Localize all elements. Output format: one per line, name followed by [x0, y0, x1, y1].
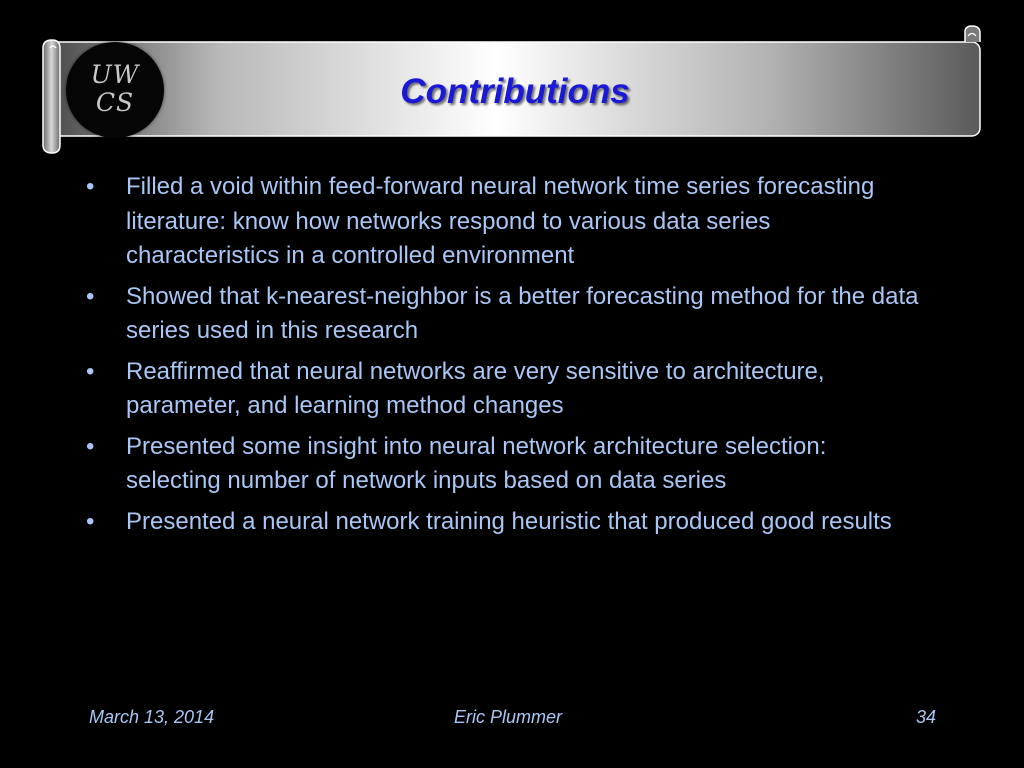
bullet-dot-icon: •	[86, 507, 95, 535]
bullet-dot-icon: •	[86, 432, 95, 460]
footer-page-number: 34	[916, 707, 937, 727]
bullet-text: Showed that k-nearest-neighbor is a better forecasting method for the data series used in this research	[126, 282, 919, 344]
footer-date: March 13, 2014	[89, 707, 215, 727]
uw-cs-logo	[66, 42, 164, 138]
bullet-item	[86, 355, 926, 424]
bullet-list	[86, 170, 926, 545]
bullet-item	[86, 430, 926, 499]
bullet-item	[86, 170, 926, 274]
bullet-text: Reaffirmed that neural networks are very sensitive to architecture, parameter, and learning method changes	[126, 357, 825, 419]
slide-title: Contributions	[400, 72, 630, 111]
logo-text-bottom: CS	[95, 88, 135, 117]
bullet-item	[86, 505, 926, 540]
bullet-dot-icon: •	[86, 173, 95, 200]
bullet-item	[86, 280, 926, 349]
bullet-text: Presented a neural network training heuristic that produced good results	[126, 507, 892, 535]
bullet-dot-icon: •	[86, 357, 95, 385]
logo-text-top: UW	[90, 60, 140, 89]
footer-author: Eric Plummer	[454, 707, 563, 727]
bullet-text: Filled a void within feed-forward neural network time series forecasting literature: know how networks respond to various data series characteristics in a controlled environment	[126, 173, 875, 269]
bullet-dot-icon: •	[86, 282, 95, 310]
bullet-text: Presented some insight into neural network architecture selection: selecting number of network inputs based on data series	[126, 432, 827, 494]
